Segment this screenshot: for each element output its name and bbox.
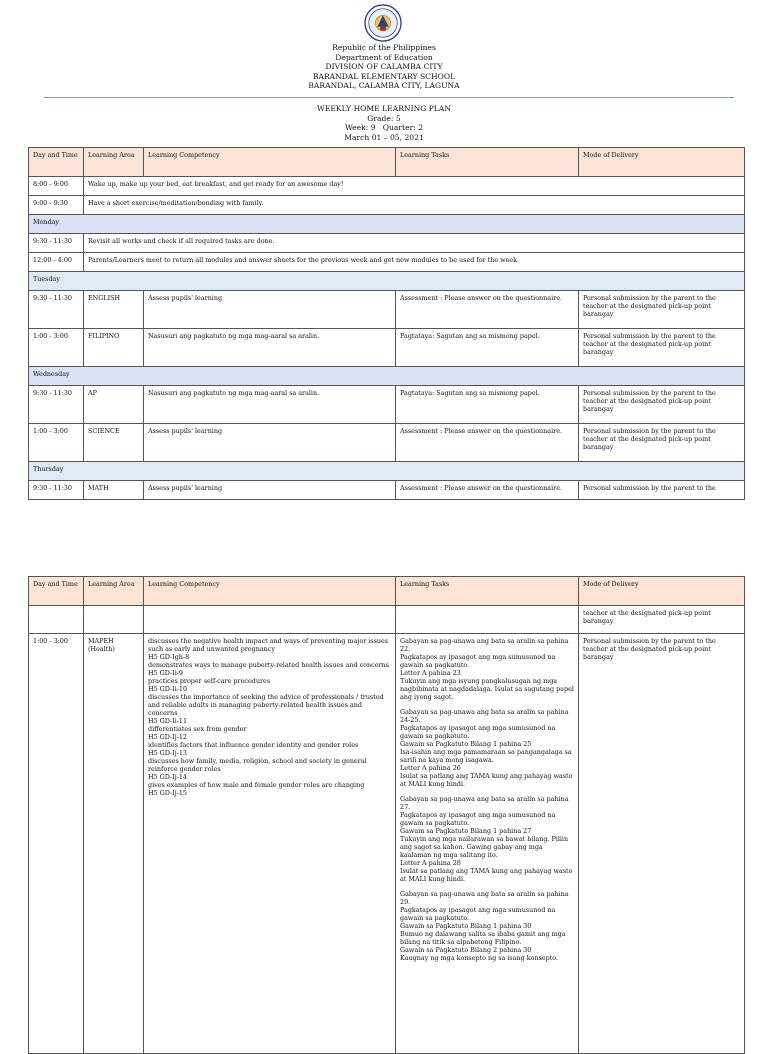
learning-area-cell: MAPEH (Health) xyxy=(84,634,144,1054)
task-cell: Assessment : Please answer on the questionnaire. xyxy=(396,291,579,329)
task-paragraph: Gabayan sa pag-unawa ang bata sa aralin sa pahina 22. Pagkatapos ay ipasagot ang mga sumusunod na gawain sa pagkatuto. Letter A pahina 23 Tukuyin ang mga isyung pangkalusugan ng mga nagbibinata at nagdadalaga. Isulat sa sagutang papel ang iyong sagot. xyxy=(400,637,574,701)
competency-cell: Assess pupils' learning xyxy=(144,291,396,329)
column-header: Learning Competency xyxy=(144,577,396,606)
activity-cell: Parents/Learners meet to return all modules and answer sheets for the previous week and get new modules to be used for the week. xyxy=(84,253,745,272)
plan-title: WEEKLY HOME LEARNING PLAN xyxy=(317,104,451,113)
table-row xyxy=(29,291,745,329)
task-paragraph: Gabayan sa pag-unawa ang bata sa aralin sa pahina 29. Pagkatapos ay ipasagot ang mga sumusunod na gawain sa pagkatuto. Gawain sa Pagkatuto Bilang 1 pahina 30 Bumuo ng dalawang salita sa ibaba gamit ang mga bilang na titik sa alpabetong Filipino. Gawain sa Pagkatuto Bilang 2 pahina 30 Kaugnay ng mga konsepto ng sa isang konsepto. xyxy=(400,890,569,962)
day-row xyxy=(29,215,745,234)
page-one xyxy=(0,0,768,516)
delivery-cell: Personal submission by the parent to the teacher at the designated pick-up point barangay xyxy=(579,634,745,1054)
activity-cell: Have a short exercise/meditation/bonding with family. xyxy=(84,196,745,215)
task-cell: Pagtataya: Sagutan ang sa mismong papel. xyxy=(396,329,579,367)
day-label: Tuesday xyxy=(29,272,745,291)
column-header: Learning Tasks xyxy=(396,577,579,606)
department-line: Department of Education xyxy=(335,52,433,62)
weekly-plan-table-continued xyxy=(28,576,745,1054)
column-header: Learning Area xyxy=(84,577,144,606)
column-header: Day and Time xyxy=(29,577,84,606)
table-row xyxy=(29,234,745,253)
page-two xyxy=(0,574,768,1024)
column-header: Learning Tasks xyxy=(396,148,579,177)
competency-cell: discusses the negative health impact and ways of preventing major issues such as early and unwanted pregnancy H5 GD-Igh-8 demonstrates ways to manage puberty-related health issues and concerns H5 GD-Ii-9 practices proper self-care procedures H5 GD-Ii-10 discusses the importance of seeking the advice of professionals / trusted and reliable adults in managing puberty-related health issues and concerns H5 GD-Ii-11 differentiates sex from gender H5 GD-Ij-12 identifies factors that influence gender identity and gender roles H5 GD-Ij-13 discusses how family, media, religion, school and society in general reinforce gender roles H5 GD-Ij-14 gives examples of how male and female gender roles are changing H5 GD-Ij-15 xyxy=(144,634,396,1054)
learning-area-cell xyxy=(84,606,144,634)
delivery-cell: Personal submission by the parent to the teacher at the designated pick-up point barangay xyxy=(579,424,745,462)
learning-area-cell: AP xyxy=(84,386,144,424)
address-line: BARANDAL, CALAMBA CITY, LAGUNA xyxy=(308,81,460,90)
competency-cell: Nasusuri ang pagkatuto ng mga mag-aaral sa aralin. xyxy=(144,386,396,424)
time-cell: 1:00 - 3:00 xyxy=(29,634,84,1054)
learning-area-cell: MATH xyxy=(84,481,144,500)
delivery-cell: Personal submission by the parent to the teacher at the designated pick-up point barangay xyxy=(579,386,745,424)
column-header: Mode of Delivery xyxy=(579,148,745,177)
dates-line: March 01 – 05, 2021 xyxy=(344,132,424,142)
grade-line: Grade: 5 xyxy=(367,113,401,123)
table-row xyxy=(29,177,745,196)
deped-seal-icon xyxy=(364,4,402,42)
table-row xyxy=(29,253,745,272)
column-header: Mode of Delivery xyxy=(579,577,745,606)
day-label: Monday xyxy=(29,215,745,234)
task-paragraph: Gabayan sa pag-unawa ang bata sa aralin sa pahina 24-25. Pagkatapos ay ipasagot ang mga sumusunod na gawain sa pagkatuto. Gawain sa Pagkatuto Bilang 1 pahina 25 Isa-isahin ang mga pamamaraan sa pangangalaga sa sarili na kaya mong isagawa. Letter A pahina 26 Isulat sa patlang ang TAMA kung ang pahayag wasto at MALI kung hindi. xyxy=(400,708,573,788)
time-cell: 9:30 - 11:30 xyxy=(29,291,84,329)
table-row xyxy=(29,196,745,215)
delivery-cell: Personal submission by the parent to the teacher at the designated pick-up point barangay xyxy=(579,291,745,329)
table-row xyxy=(29,329,745,367)
time-cell: 1:00 - 3:00 xyxy=(29,424,84,462)
letterhead xyxy=(0,43,768,91)
division-line: DIVISION OF CALAMBA CITY xyxy=(325,62,443,71)
table-row xyxy=(29,606,745,634)
day-row xyxy=(29,272,745,291)
time-cell: 9:30 - 11:30 xyxy=(29,386,84,424)
delivery-cell: Personal submission by the parent to the xyxy=(579,481,745,500)
time-cell: 9:30 - 11:30 xyxy=(29,234,84,253)
page-gap xyxy=(0,516,768,574)
competency-cell: Assess pupils' learning xyxy=(144,424,396,462)
table-header-row xyxy=(29,148,745,177)
time-cell xyxy=(29,606,84,634)
learning-area-cell: SCIENCE xyxy=(84,424,144,462)
time-cell: 9:30 - 11:30 xyxy=(29,481,84,500)
learning-area-cell: ENGLISH xyxy=(84,291,144,329)
column-header: Day and Time xyxy=(29,148,84,177)
day-label: Wednesday xyxy=(29,367,745,386)
time-cell: 12:00 - 4:00 xyxy=(29,253,84,272)
delivery-cell: teacher at the designated pick-up point barangay xyxy=(579,606,745,634)
activity-cell: Wake up, make up your bed, eat breakfast, and get ready for an awesome day! xyxy=(84,177,745,196)
republic-line: Republic of the Philippines xyxy=(332,43,436,52)
task-cell: Pagtataya: Sagutan ang sa mismong papel. xyxy=(396,386,579,424)
table-row xyxy=(29,424,745,462)
activity-cell: Revisit all works and check if all required tasks are done. xyxy=(84,234,745,253)
competency-cell xyxy=(144,606,396,634)
task-cell: Assessment : Please answer on the questionnaire. xyxy=(396,424,579,462)
school-line: BARANDAL ELEMENTARY SCHOOL xyxy=(312,71,456,81)
time-cell: 8:00 - 9:00 xyxy=(29,177,84,196)
week-quarter-line: Week: 9 Quarter: 2 xyxy=(344,123,424,132)
competency-cell: Assess pupils' learning xyxy=(144,481,396,500)
time-cell: 1:00 - 3:00 xyxy=(29,329,84,367)
plan-heading xyxy=(0,104,768,142)
weekly-plan-table xyxy=(28,147,745,500)
task-cell: Assessment : Please answer on the questionnaire. xyxy=(396,481,579,500)
task-cell xyxy=(396,606,579,634)
learning-area-cell: FILIPINO xyxy=(84,329,144,367)
table-row xyxy=(29,481,745,500)
header-rule xyxy=(44,97,734,98)
table-row xyxy=(29,634,745,1054)
day-row xyxy=(29,462,745,481)
table-header-row xyxy=(29,577,745,606)
time-cell: 9:00 - 9:30 xyxy=(29,196,84,215)
delivery-cell: Personal submission by the parent to the teacher at the designated pick-up point barangay xyxy=(579,329,745,367)
column-header: Learning Area xyxy=(84,148,144,177)
day-label: Thursday xyxy=(29,462,745,481)
table-row xyxy=(29,386,745,424)
task-paragraph: Gabayan sa pag-unawa ang bata sa aralin sa pahina 27. Pagkatapos ay ipasagot ang mga sumusunod na gawain sa pagkatuto. Gawain sa Pagkatuto Bilang 1 pahina 27 Tukuyin ang mga nailarawan sa bawat bilang. Piliin ang sagot sa kahon. Gawing gabay ang mga kaalaman ng mga salitang ito. Letter A pahina 28 Isulat sa patlang ang TAMA kung ang pahayag wasto at MALI kung hindi. xyxy=(400,795,573,883)
day-row xyxy=(29,367,745,386)
task-cell xyxy=(396,634,579,1054)
competency-cell: Nasusuri ang pagkatuto ng mga mag-aaral sa aralin. xyxy=(144,329,396,367)
column-header: Learning Competency xyxy=(144,148,396,177)
